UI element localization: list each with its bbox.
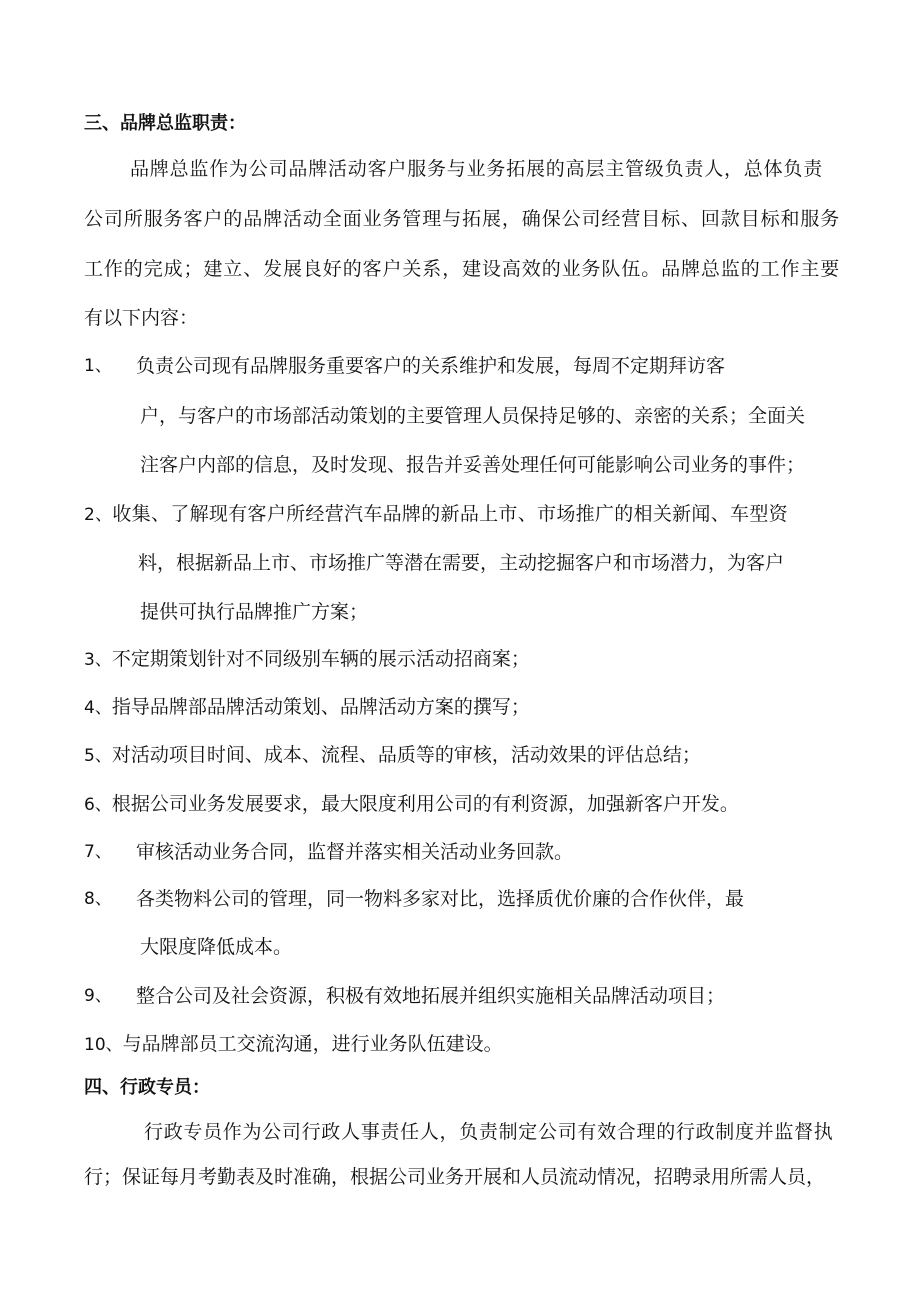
list-number-7: 7、 xyxy=(84,842,112,862)
list-item-1-line-3: 注客户内部的信息，及时发现、报告并妥善处理任何可能影响公司业务的事件； xyxy=(140,454,806,476)
list-item-2-text-1: 收集、了解现有客户所经营汽车品牌的新品上市、市场推广的相关新闻、车型资 xyxy=(112,503,788,525)
list-item-6-text: 根据公司业务发展要求，最大限度利用公司的有利资源，加强新客户开发。 xyxy=(111,793,739,815)
section-heading-admin-specialist: 四、行政专员： xyxy=(84,1077,210,1098)
list-number-2: 2、 xyxy=(84,505,113,525)
list-item-7: 审核活动业务合同，监督并落实相关活动业务回款。 xyxy=(136,841,574,863)
list-item-5-text: 对活动项目时间、成本、流程、品质等的审核，活动效果的评估总结； xyxy=(111,744,701,766)
list-item-2-line-2: 料，根据新品上市、市场推广等潜在需要，主动挖掘客户和市场潜力，为客户 xyxy=(138,552,785,574)
list-item-10-text: 与品牌部员工交流沟通，进行业务队伍建设。 xyxy=(122,1033,503,1055)
list-item-2-line-1 xyxy=(84,502,788,527)
list-item-3-text: 不定期策划针对不同级别车辆的展示活动招商案； xyxy=(111,648,530,670)
list-item-4 xyxy=(84,695,530,720)
section-heading-brand-director: 三、品牌总监职责： xyxy=(84,113,246,134)
list-item-6 xyxy=(84,792,739,817)
admin-intro-line-2: 行；保证每月考勤表及时准确，根据公司业务开展和人员流动情况，招聘录用所需人员， xyxy=(84,1166,826,1188)
intro-line-4: 有以下内容： xyxy=(84,307,199,329)
list-item-2-line-3: 提供可执行品牌推广方案； xyxy=(140,601,369,623)
list-item-1-line-1: 负责公司现有品牌服务重要客户的关系维护和发展，每周不定期拜访客 xyxy=(136,355,726,377)
list-number-4: 4、 xyxy=(84,698,112,718)
list-item-1-line-2: 户，与客户的市场部活动策划的主要管理人员保持足够的、亲密的关系；全面关 xyxy=(140,405,806,427)
list-item-4-text: 指导品牌部品牌活动策划、品牌活动方案的撰写； xyxy=(111,696,530,718)
intro-line-3: 工作的完成；建立、发展良好的客户关系，建设高效的业务队伍。品牌总监的工作主要 xyxy=(84,258,841,280)
intro-line-1: 品牌总监作为公司品牌活动客户服务与业务拓展的高层主管级负责人，总体负责 xyxy=(130,158,824,180)
list-item-8-line-1: 各类物料公司的管理，同一物料多家对比，选择质优价廉的合作伙伴，最 xyxy=(136,888,745,910)
list-number-6: 6、 xyxy=(84,795,112,815)
list-item-3 xyxy=(84,647,530,672)
list-number-10: 10、 xyxy=(84,1035,123,1055)
list-item-5 xyxy=(84,743,701,768)
list-number-1: 1、 xyxy=(84,356,112,376)
list-item-8-line-2: 大限度降低成本。 xyxy=(140,936,293,958)
list-number-9: 9、 xyxy=(84,986,112,1006)
intro-line-2: 公司所服务客户的品牌活动全面业务管理与拓展，确保公司经营目标、回款目标和服务 xyxy=(84,208,841,230)
list-number-8: 8、 xyxy=(84,889,112,909)
list-number-3: 3、 xyxy=(84,650,112,670)
list-item-10 xyxy=(84,1032,503,1057)
list-number-5: 5、 xyxy=(84,746,112,766)
list-item-9: 整合公司及社会资源，积极有效地拓展并组织实施相关品牌活动项目； xyxy=(136,985,726,1007)
admin-intro-line-1: 行政专员作为公司行政人事责任人，负责制定公司有效合理的行政制度并监督执 xyxy=(144,1121,834,1143)
